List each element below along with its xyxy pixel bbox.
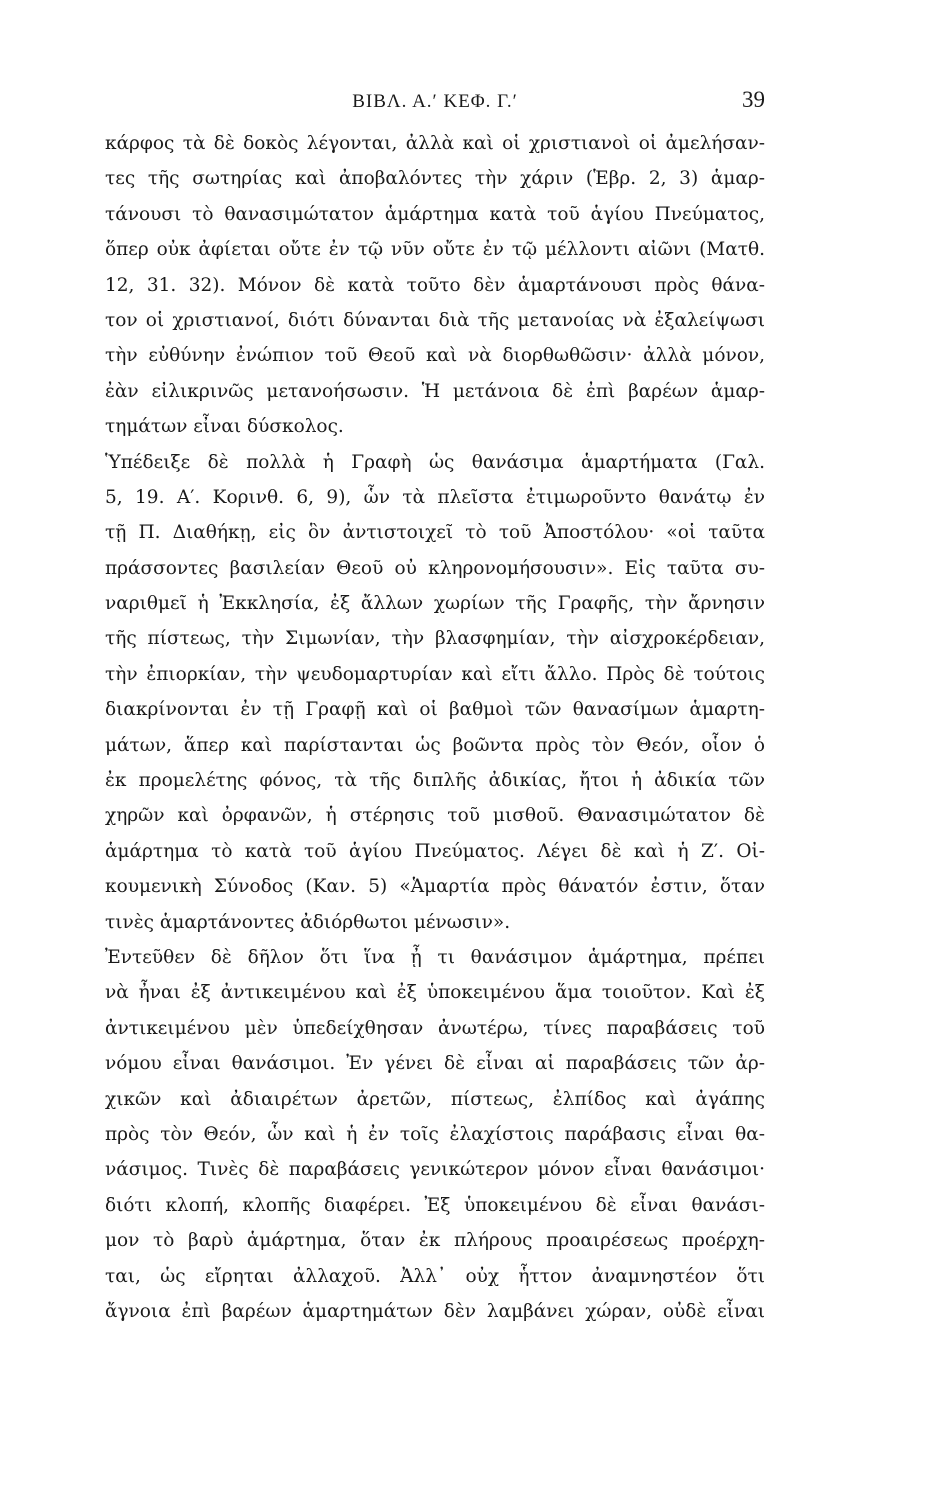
text-line: κάρφος τὰ δὲ δοκὸς λέγονται, ἀλλὰ καὶ οἱ χριστιανοὶ οἱ ἀμελήσαν- xyxy=(105,133,765,154)
text-line: 12, 31. 32). Μόνον δὲ κατὰ τοῦτο δὲν ἁμαρτάνουσι πρὸς θάνα- xyxy=(105,274,765,296)
text-line: διότι κλοπή, κλοπῆς διαφέρει. Ἐξ ὑποκειμένου δὲ εἶναι θανάσι- xyxy=(105,1194,765,1216)
text-line: τὴν εὐθύνην ἐνώπιον τοῦ Θεοῦ καὶ νὰ διορθωθῶσιν· ἀλλὰ μόνον, xyxy=(105,345,765,367)
text-line: 5, 19. Α′. Κορινθ. 6, 9), ὧν τὰ πλεῖστα ἐτιμωροῦντο θανάτῳ ἐν xyxy=(105,486,765,508)
text-line: μάτων, ἅπερ καὶ παρίστανται ὡς βοῶντα πρὸς τὸν Θεόν, οἷον ὁ xyxy=(105,734,765,756)
text-line: ἄγνοια ἐπὶ βαρέων ἁμαρτημάτων δὲν λαμβάνει χώραν, οὐδὲ εἶναι xyxy=(105,1300,765,1322)
text-line: τῆς πίστεως, τὴν Σιμωνίαν, τὴν βλασφημίαν, τὴν αἰσχροκέρδειαν, xyxy=(105,628,765,650)
text-line: ται, ὡς εἴρηται ἀλλαχοῦ. Ἀλλ᾽ οὐχ ἧττον ἀναμνηστέον ὅτι xyxy=(105,1265,765,1287)
text-line: τημάτων εἶναι δύσκολος. xyxy=(105,416,344,438)
text-line: χηρῶν καὶ ὀρφανῶν, ἡ στέρησις τοῦ μισθοῦ. Θανασιμώτατον δὲ xyxy=(105,805,765,827)
text-line: νόμου εἶναι θανάσιμοι. Ἐν γένει δὲ εἶναι αἱ παραβάσεις τῶν ἀρ- xyxy=(105,1053,765,1075)
running-title: ΒΙΒΛ. Α.′ ΚΕΦ. Γ.′ xyxy=(352,91,518,112)
text-line: ναριθμεῖ ἡ Ἐκκλησία, ἐξ ἄλλων χωρίων τῆς Γραφῆς, τὴν ἄρνησιν xyxy=(105,593,765,615)
text-line: πρὸς τὸν Θεόν, ὧν καὶ ἡ ἐν τοῖς ἐλαχίστοις παράβασις εἶναι θα- xyxy=(105,1123,765,1145)
text-line: πράσσοντες βασιλείαν Θεοῦ οὐ κληρονομήσουσιν». Εἰς ταῦτα συ- xyxy=(105,557,765,579)
text-line: διακρίνονται ἐν τῇ Γραφῇ καὶ οἱ βαθμοὶ τῶν θανασίμων ἁμαρτη- xyxy=(105,699,765,721)
text-line: Ἐντεῦθεν δὲ δῆλον ὅτι ἵνα ᾖ τι θανάσιμον ἁμάρτημα, πρέπει xyxy=(105,946,765,968)
text-line: νὰ ἦναι ἐξ ἀντικειμένου καὶ ἐξ ὑποκειμένου ἅμα τοιοῦτον. Καὶ ἐξ xyxy=(105,982,765,1004)
text-line: νάσιμος. Τινὲς δὲ παραβάσεις γενικώτερον μόνον εἶναι θανάσιμοι· xyxy=(105,1159,765,1181)
text-line: τες τῆς σωτηρίας καὶ ἀποβαλόντες τὴν χάριν (Ἑβρ. 2, 3) ἁμαρ- xyxy=(105,168,765,190)
text-line: ἐὰν εἰλικρινῶς μετανοήσωσιν. Ἡ μετάνοια δὲ ἐπὶ βαρέων ἁμαρ- xyxy=(105,380,765,402)
text-line: ὅπερ οὐκ ἀφίεται οὔτε ἐν τῷ νῦν οὔτε ἐν τῷ μέλλοντι αἰῶνι (Ματθ. xyxy=(105,239,765,261)
text-line: χικῶν καὶ ἀδιαιρέτων ἀρετῶν, πίστεως, ἐλπίδος καὶ ἀγάπης xyxy=(105,1088,765,1110)
page-number: 39 xyxy=(742,87,765,112)
text-line: ἀντικειμένου μὲν ὑπεδείχθησαν ἀνωτέρω, τίνες παραβάσεις τοῦ xyxy=(105,1017,765,1039)
text-line: μον τὸ βαρὺ ἁμάρτημα, ὅταν ἐκ πλήρους προαιρέσεως προέρχη- xyxy=(105,1230,765,1252)
text-line: τῇ Π. Διαθήκῃ, εἰς ὃν ἀντιστοιχεῖ τὸ τοῦ Ἀποστόλου· «οἱ ταῦτα xyxy=(105,522,765,544)
text-line: Ὑπέδειξε δὲ πολλὰ ἡ Γραφὴ ὡς θανάσιμα ἁμαρτήματα (Γαλ. xyxy=(105,451,765,473)
text-line: τὴν ἐπιορκίαν, τὴν ψευδομαρτυρίαν καὶ εἴτι ἄλλο. Πρὸς δὲ τούτοις xyxy=(105,663,765,685)
text-line: τάνουσι τὸ θανασιμώτατον ἁμάρτημα κατὰ τοῦ ἁγίου Πνεύματος, xyxy=(105,203,765,225)
text-line: κουμενικὴ Σύνοδος (Καν. 5) «Ἁμαρτία πρὸς θάνατόν ἐστιν, ὅταν xyxy=(105,876,765,898)
text-line: ἁμάρτημα τὸ κατὰ τοῦ ἁγίου Πνεύματος. Λέγει δὲ καὶ ἡ Ζ′. Οἰ- xyxy=(105,840,765,862)
text-line: τινὲς ἁμαρτάνοντες ἀδιόρθωτοι μένωσιν». xyxy=(105,911,511,933)
running-head xyxy=(105,87,765,119)
text-line: τον οἱ χριστιανοί, διότι δύνανται διὰ τῆς μετανοίας νὰ ἐξαλείψωσι xyxy=(105,309,765,331)
body-text xyxy=(105,126,765,1329)
text-line: ἐκ προμελέτης φόνος, τὰ τῆς διπλῆς ἀδικίας, ἤτοι ἡ ἀδικία τῶν xyxy=(105,770,765,792)
